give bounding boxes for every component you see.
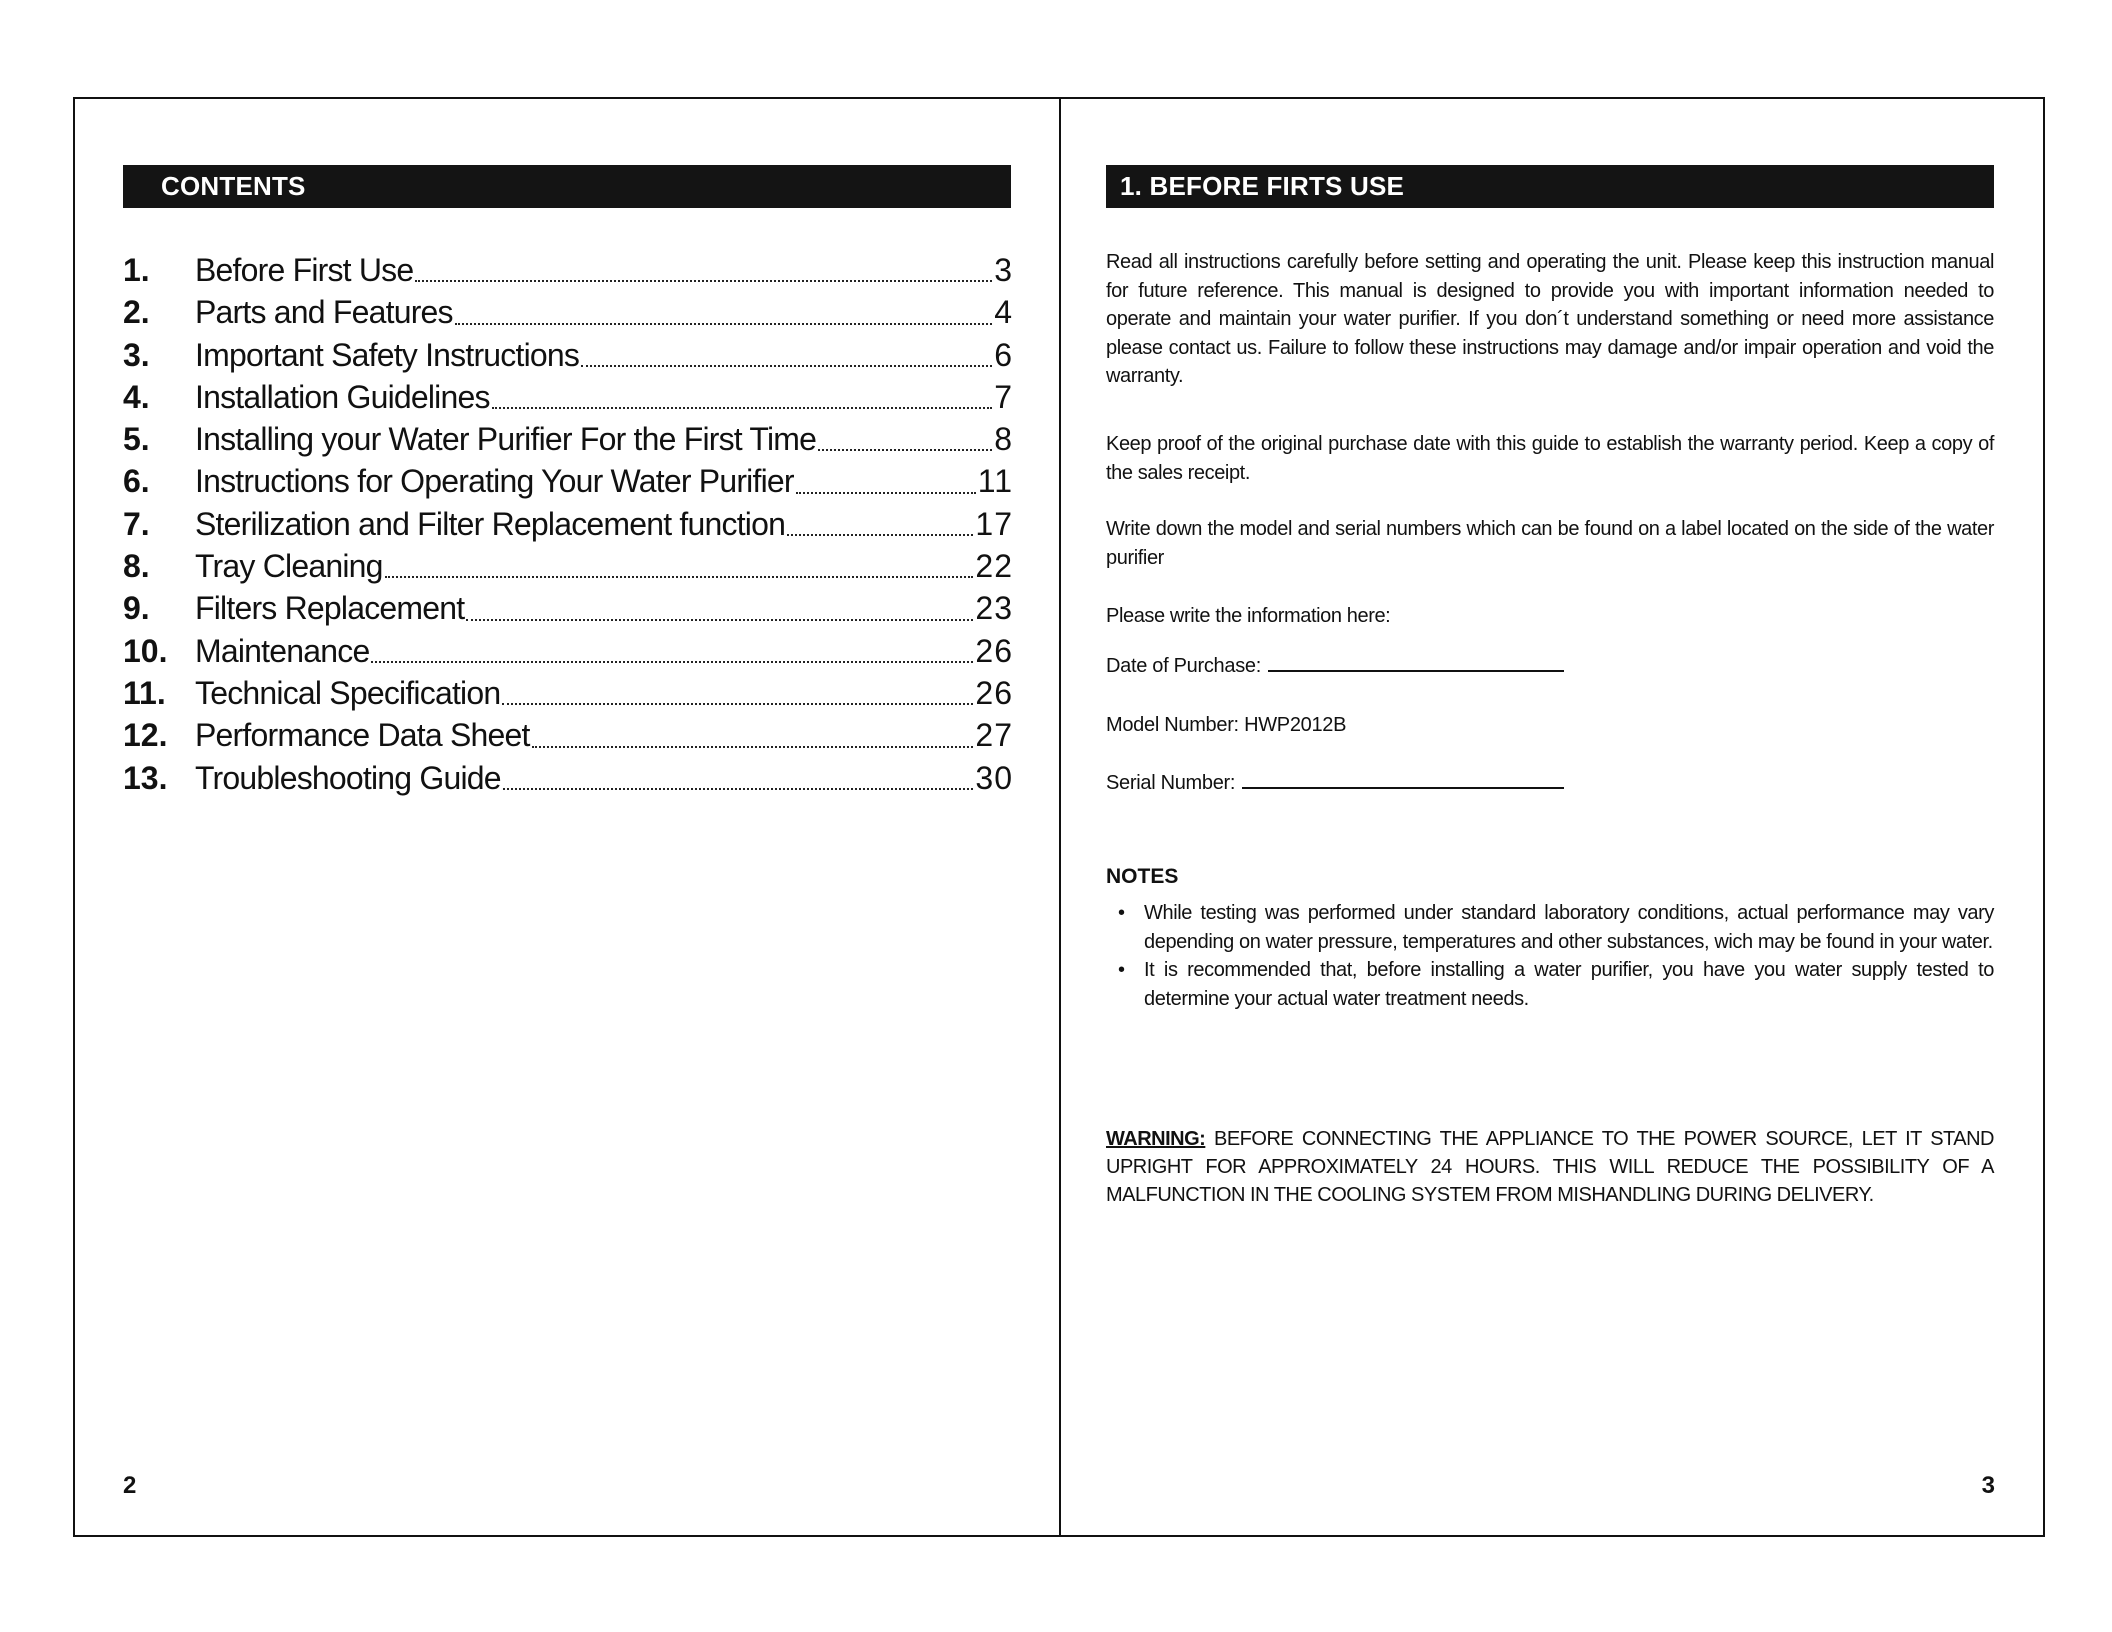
info-prompt: Please write the information here: bbox=[1106, 605, 1391, 627]
dot-leader bbox=[581, 365, 992, 367]
bullet-icon: • bbox=[1118, 959, 1125, 981]
dot-leader bbox=[502, 703, 973, 705]
toc-entry[interactable]: 6. Instructions for Operating Your Water Purifier 11 bbox=[123, 463, 1013, 500]
page-number: 2 bbox=[123, 1472, 137, 1499]
manual-spread bbox=[73, 97, 2045, 1537]
right-page bbox=[1061, 99, 2043, 1535]
notes-heading: NOTES bbox=[1106, 865, 1179, 888]
dot-leader bbox=[787, 534, 973, 536]
dot-leader bbox=[466, 619, 973, 621]
model-number-label: Model Number: HWP2012B bbox=[1106, 714, 1347, 736]
dot-leader bbox=[455, 323, 992, 325]
toc-entry[interactable]: 10. Maintenance 26 bbox=[123, 632, 1013, 669]
toc-entry[interactable]: 13. Troubleshooting Guide 30 bbox=[123, 759, 1013, 796]
toc-entry[interactable]: 5. Installing your Water Purifier For the First Time 8 bbox=[123, 421, 1013, 458]
toc-entry[interactable]: 1. Before First Use 3 bbox=[123, 252, 1013, 288]
toc-entry[interactable]: 4. Installation Guidelines 7 bbox=[123, 378, 1013, 415]
serial-number-label: Serial Number: bbox=[1106, 772, 1236, 794]
toc-entry[interactable]: 7. Sterilization and Filter Replacement function 17 bbox=[123, 505, 1013, 542]
serial-paragraph: Write down the model and serial numbers which can be found on a label located on the side of the water purifier bbox=[1106, 518, 1994, 569]
date-of-purchase-label: Date of Purchase: bbox=[1106, 655, 1261, 677]
dot-leader bbox=[415, 280, 992, 282]
notes-list bbox=[1106, 899, 1994, 1013]
date-of-purchase-line[interactable] bbox=[1268, 656, 1564, 672]
model-number-field bbox=[1106, 714, 1346, 737]
date-of-purchase-field[interactable] bbox=[1106, 655, 1564, 678]
dot-leader bbox=[818, 449, 992, 451]
dot-leader bbox=[796, 492, 976, 494]
warning-notice bbox=[1106, 1125, 1994, 1209]
warning-text: BEFORE CONNECTING THE APPLIANCE TO THE POWER SOURCE, LET IT STAND UPRIGHT FOR APPROXIMATELY 24 HOURS. THIS WILL REDUCE THE POSSIBILITY OF A MALFUNCTION IN THE COOLING SYSTEM FROM MISHANDLING DURING DELIVERY. bbox=[1106, 1128, 1994, 1206]
left-page bbox=[75, 99, 1059, 1535]
contents-heading: CONTENTS bbox=[123, 165, 1011, 208]
warning-label: WARNING: bbox=[1106, 1128, 1206, 1150]
intro-paragraph: Read all instructions carefully before setting and operating the unit. Please keep this instruction manual for future reference. This manual is designed to provide you with important information needed to operate and maintain your water purifier. If you don´t understand something or need more assistance please contact us. Failure to follow these instructions may damage and/or impair operation and void the warranty. bbox=[1106, 251, 1994, 387]
toc-entry[interactable]: 8. Tray Cleaning 22 bbox=[123, 548, 1013, 585]
dot-leader bbox=[532, 746, 974, 748]
toc-entry[interactable]: 12. Performance Data Sheet 27 bbox=[123, 717, 1013, 754]
table-of-contents bbox=[123, 249, 1013, 799]
dot-leader bbox=[385, 576, 974, 578]
note-item: • It is recommended that, before installing a water purifier, you have you water supply tested to determine your actual water treatment needs. bbox=[1106, 956, 1994, 1013]
note-item: • While testing was performed under standard laboratory conditions, actual performance may vary depending on water pressure, temperatures and other substances, wich may be found in your water. bbox=[1106, 899, 1994, 956]
toc-entry[interactable]: 3. Important Safety Instructions 6 bbox=[123, 336, 1013, 373]
section-heading: 1. BEFORE FIRTS USE bbox=[1106, 165, 1994, 208]
toc-entry[interactable]: 9. Filters Replacement 23 bbox=[123, 590, 1013, 627]
serial-number-line[interactable] bbox=[1242, 773, 1564, 789]
bullet-icon: • bbox=[1118, 902, 1125, 924]
dot-leader bbox=[503, 788, 974, 790]
dot-leader bbox=[371, 661, 973, 663]
toc-entry[interactable]: 11. Technical Specification 26 bbox=[123, 674, 1013, 711]
dot-leader bbox=[492, 407, 993, 409]
toc-entry[interactable]: 2. Parts and Features 4 bbox=[123, 294, 1013, 331]
serial-number-field[interactable] bbox=[1106, 772, 1564, 795]
proof-paragraph: Keep proof of the original purchase date with this guide to establish the warranty period. Keep a copy of the sales receipt. bbox=[1106, 433, 1994, 484]
page-number: 3 bbox=[1981, 1472, 1995, 1499]
